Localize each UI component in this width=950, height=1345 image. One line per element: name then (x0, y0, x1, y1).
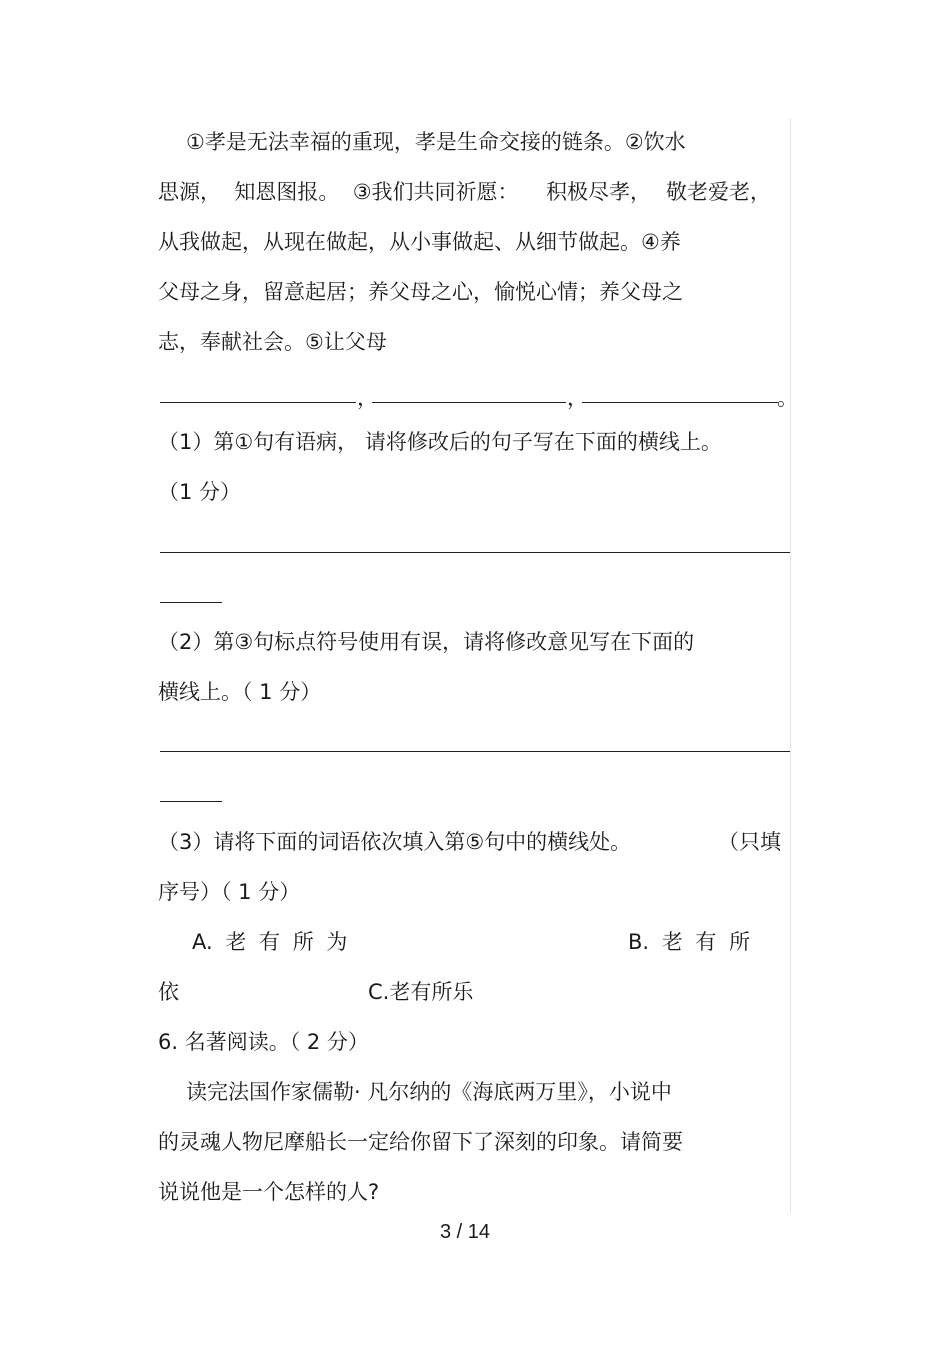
answer-line-q1-continued[interactable] (160, 602, 222, 603)
question-3-text-cont: 序号）（ 1 分） (158, 880, 301, 904)
blank-comma-1: ， (357, 386, 378, 410)
page-number: 3 / 14 (439, 1221, 491, 1243)
question-6-line-2: 的灵魂人物尼摩船长一定给你留下了深刻的印象。请简要 (158, 1130, 683, 1154)
passage-line-2 (158, 178, 519, 206)
option-b-tail: 依 (158, 980, 179, 1004)
passage-line-4: 父母之身，留意起居；养父母之心，愉悦心情；养父母之 (158, 280, 683, 304)
question-3-note: （只填 (718, 830, 781, 854)
question-3-text: （3）请将下面的词语依次填入第⑤句中的横线处。 (158, 830, 632, 854)
answer-line-q2[interactable] (160, 751, 790, 752)
question-6-title: 6. 名著阅读。（ 2 分） (158, 1030, 369, 1054)
question-2-text: （2）第③句标点符号使用有误，请将修改意见写在下面的 (158, 630, 695, 654)
option-a: A. 老 有 所 为 (192, 930, 348, 954)
passage-line-2b: 积极尽孝， (546, 180, 651, 204)
question-6-line-3: 说说他是一个怎样的人? (158, 1180, 380, 1204)
passage-line-2a: 思源， 知恩图报。 ③我们共同祈愿： (158, 180, 519, 204)
blank-period: 。 (777, 386, 798, 410)
page-border (790, 118, 791, 1213)
fill-blank-1[interactable] (160, 402, 356, 403)
question-1-text: （1）第①句有语病， 请将修改后的句子写在下面的横线上。 (158, 430, 722, 454)
option-c: C.老有所乐 (368, 980, 474, 1004)
passage-line-2c: 敬老爱老， (666, 180, 771, 204)
question-1-score: （1 分） (158, 480, 242, 504)
answer-line-q1[interactable] (160, 552, 790, 553)
fill-blank-3[interactable] (582, 402, 778, 403)
fill-blank-2[interactable] (372, 402, 566, 403)
passage-line-1: ①孝是无法幸福的重现，孝是生命交接的链条。②饮水 (186, 130, 686, 154)
passage-line-5: 志，奉献社会。⑤让父母 (158, 330, 387, 354)
blank-comma-2: ， (567, 386, 588, 410)
question-6-line-1: 读完法国作家儒勒· 凡尔纳的《海底两万里》，小说中 (186, 1080, 672, 1104)
option-b: B. 老 有 所 (628, 930, 751, 954)
passage-line-3: 从我做起，从现在做起，从小事做起、从细节做起。④养 (158, 230, 681, 254)
question-2-text-cont: 横线上。（ 1 分） (158, 680, 322, 704)
answer-line-q2-continued[interactable] (160, 801, 222, 802)
